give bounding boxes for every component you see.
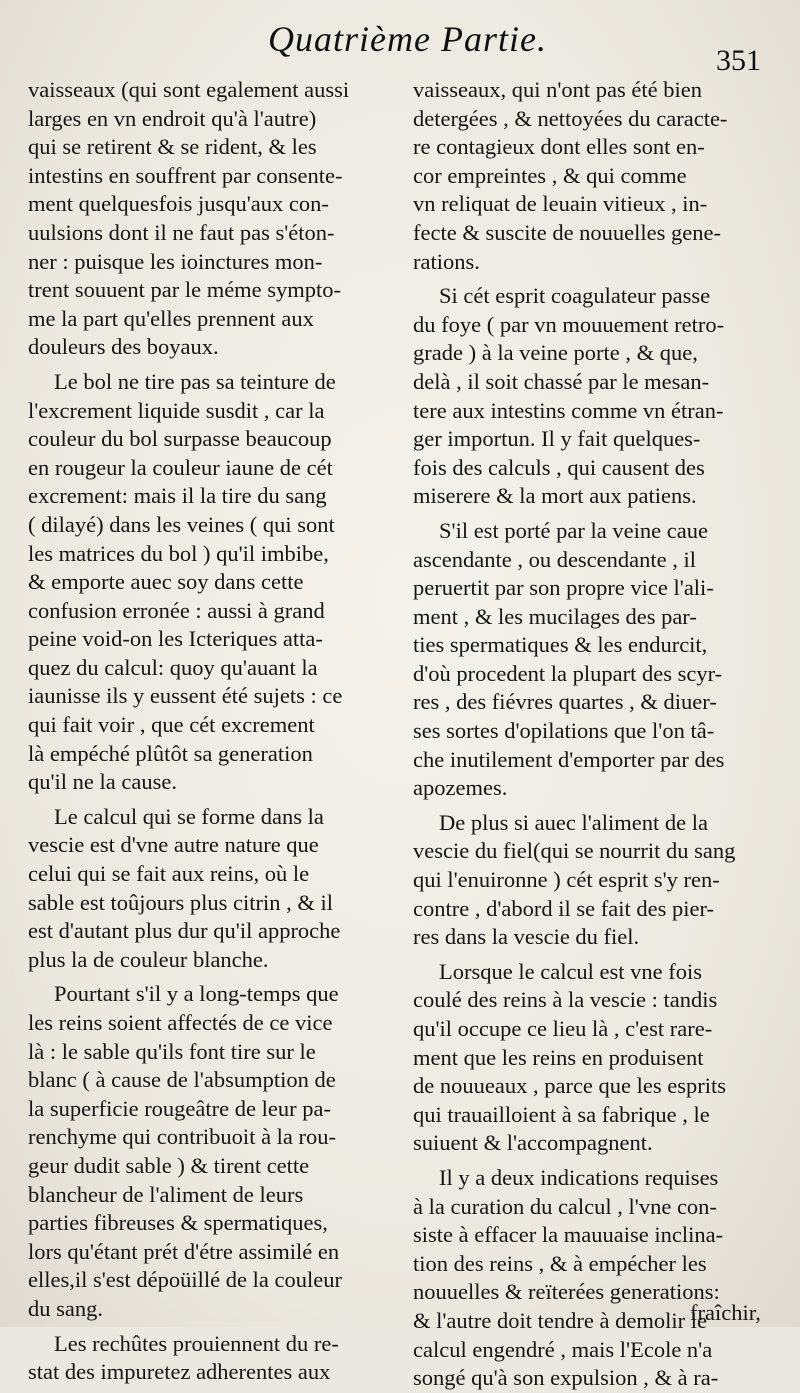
right-text-column bbox=[413, 76, 767, 1393]
text-line: calcul engendré , mais l'Ecole n'a bbox=[413, 1336, 713, 1362]
text-line: coulé des reins à la vescie : tandis bbox=[413, 987, 718, 1013]
text-line: de nouueaux , parce que les esprits bbox=[413, 1073, 727, 1099]
text-line: che inutilement d'emporter par des bbox=[413, 746, 725, 772]
text-line: ties spermatiques & les endurcit, bbox=[413, 632, 708, 658]
text-line: larges en vn endroit qu'à l'autre) bbox=[28, 105, 317, 131]
text-line: me la part qu'elles prennent aux bbox=[28, 305, 314, 331]
text-line: blancheur de l'aliment de leurs bbox=[28, 1181, 304, 1207]
text-line: la superficie rougeâtre de leur pa- bbox=[28, 1095, 331, 1121]
text-line: peine void-on les Icteriques atta- bbox=[28, 626, 323, 652]
text-line: lors qu'étant prét d'étre assimilé en bbox=[28, 1238, 340, 1264]
text-line: celui qui se fait aux reins, où le bbox=[28, 861, 310, 887]
text-line: stat des impuretez adherentes aux bbox=[28, 1359, 331, 1385]
text-line: qui fait voir , que cét excrement bbox=[28, 712, 315, 738]
text-line: res dans la vescie du fiel. bbox=[413, 924, 640, 950]
text-line: Pourtant s'il y a long-temps que bbox=[54, 981, 339, 1007]
text-line: suiuent & l'accompagnent. bbox=[413, 1130, 653, 1156]
text-line: Les rechûtes prouiennent du re- bbox=[54, 1330, 339, 1356]
text-line: vescie du fiel(qui se nourrit du sang bbox=[413, 838, 736, 864]
text-line: du foye ( par vn mouuement retro- bbox=[413, 311, 725, 337]
text-line: qu'il ne la cause. bbox=[28, 769, 177, 795]
text-line: Lorsque le calcul est vne fois bbox=[439, 958, 703, 984]
text-line: les reins soient affectés de ce vice bbox=[28, 1010, 333, 1035]
text-line: ment quelquesfois jusqu'aux con- bbox=[28, 191, 329, 217]
page-number: 351 bbox=[716, 44, 761, 77]
text-line: res , des fiévres quartes , & diuer- bbox=[413, 689, 717, 715]
text-line: d'où procedent la plupart des scyr- bbox=[413, 660, 723, 686]
text-line: tere aux intestins comme vn étran- bbox=[413, 397, 724, 423]
text-line: vn reliquat de leuain vitieux , in- bbox=[413, 191, 708, 217]
text-line: De plus si auec l'aliment de la bbox=[439, 809, 708, 835]
text-line: l'excrement liquide susdit , car la bbox=[28, 397, 325, 423]
text-line: ( dilayé) dans les veines ( qui sont bbox=[28, 511, 335, 537]
text-line: blanc ( à cause de l'absumption de bbox=[28, 1067, 336, 1093]
text-line: du sang. bbox=[28, 1295, 103, 1321]
text-line: geur dudit sable ) & tirent cette bbox=[28, 1152, 310, 1178]
text-line: peruertit par son propre vice l'ali- bbox=[413, 575, 714, 601]
catchword: fraîchir, bbox=[690, 1300, 761, 1325]
text-line: elles,il s'est dépoüillé de la couleur bbox=[28, 1267, 342, 1293]
text-line: miserere & la mort aux patiens. bbox=[413, 483, 697, 509]
text-line: qui l'enuironne ) cét esprit s'y ren- bbox=[413, 867, 720, 893]
text-line: rations. bbox=[413, 248, 480, 274]
text-line: iaunisse ils y eussent été sujets : ce bbox=[28, 683, 343, 709]
text-line: Le calcul qui se forme dans la bbox=[54, 803, 324, 829]
text-line: re contagieux dont elles sont en- bbox=[413, 134, 705, 160]
text-line: delà , il soit chassé par le mesan- bbox=[413, 368, 710, 394]
text-line: les matrices du bol ) qu'il imbibe, bbox=[28, 540, 329, 566]
text-line: quez du calcul: quoy qu'auant la bbox=[28, 654, 318, 680]
left-text-column bbox=[28, 76, 384, 1387]
text-line: à la curation du calcul , l'vne con- bbox=[413, 1193, 717, 1219]
text-line: là : le sable qu'ils font tire sur le bbox=[28, 1038, 316, 1064]
text-line: parties fibreuses & spermatiques, bbox=[28, 1210, 328, 1236]
text-line: plus la de couleur blanche. bbox=[28, 946, 269, 972]
text-line: & l'autre doit tendre à demolir le bbox=[413, 1307, 707, 1333]
text-line: uulsions dont il ne faut pas s'éton- bbox=[28, 219, 335, 245]
text-line: qui trauailloient à sa fabrique , le bbox=[413, 1101, 710, 1127]
text-line: est d'autant plus dur qu'il approche bbox=[28, 918, 341, 944]
text-line: excrement: mais il la tire du sang bbox=[28, 483, 327, 509]
text-line: ment , & les mucilages des par- bbox=[413, 603, 697, 629]
text-line: Le bol ne tire pas sa teinture de bbox=[54, 368, 336, 394]
text-line: ger importun. Il y fait quelques- bbox=[413, 426, 701, 452]
text-line: nouuelles & reïterées generations: bbox=[413, 1279, 720, 1305]
text-line: songé qu'à son expulsion , & à ra- bbox=[413, 1365, 719, 1391]
text-line: grade ) à la veine porte , & que, bbox=[413, 340, 698, 366]
text-line: intestins en souffrent par consente- bbox=[28, 162, 343, 188]
text-line: là empéché plûtôt sa generation bbox=[28, 740, 313, 766]
text-line: ascendante , ou descendante , il bbox=[413, 546, 697, 572]
text-line: Si cét esprit coagulateur passe bbox=[439, 283, 711, 309]
running-title: Quatrième Partie. bbox=[268, 19, 547, 59]
text-line: douleurs des boyaux. bbox=[28, 334, 219, 360]
text-line: vescie est d'vne autre nature que bbox=[28, 832, 319, 858]
text-line: contre , d'abord il se fait des pier- bbox=[413, 895, 714, 921]
text-line: cor empreintes , & qui comme bbox=[413, 162, 687, 188]
text-line: ses sortes d'opilations que l'on tâ- bbox=[413, 718, 715, 744]
text-line: & emporte auec soy dans cette bbox=[28, 569, 304, 595]
text-line: couleur du bol surpasse beaucoup bbox=[28, 426, 332, 452]
text-line: vaisseaux, qui n'ont pas été bien bbox=[413, 77, 702, 102]
text-line: Il y a deux indications requises bbox=[439, 1164, 719, 1190]
text-line: vaisseaux (qui sont egalement aussi bbox=[28, 77, 350, 102]
text-line: S'il est porté par la veine caue bbox=[439, 517, 708, 543]
text-line: trent souuent par le méme sympto- bbox=[28, 277, 342, 303]
text-line: ment que les reins en produisent bbox=[413, 1044, 704, 1070]
text-line: sable est toûjours plus citrin , & il bbox=[28, 889, 333, 915]
text-line: siste à effacer la mauuaise inclina- bbox=[413, 1222, 724, 1248]
text-line: apozemes. bbox=[413, 775, 508, 801]
text-line: en rougeur la couleur iaune de cét bbox=[28, 454, 333, 480]
text-line: fois des calculs , qui causent des bbox=[413, 454, 705, 480]
text-line: ner : puisque les ioinctures mon- bbox=[28, 248, 323, 274]
text-line: fecte & suscite de nouuelles gene- bbox=[413, 219, 722, 245]
text-line: confusion erronée : aussi à grand bbox=[28, 597, 325, 623]
text-line: detergées , & nettoyées du caracte- bbox=[413, 105, 728, 131]
text-line: qui se retirent & se rident, & les bbox=[28, 134, 317, 160]
text-line: qu'il occupe ce lieu là , c'est rare- bbox=[413, 1016, 713, 1041]
text-line: tion des reins , & à empécher les bbox=[413, 1250, 707, 1276]
text-line: renchyme qui contribuoit à la rou- bbox=[28, 1124, 337, 1150]
